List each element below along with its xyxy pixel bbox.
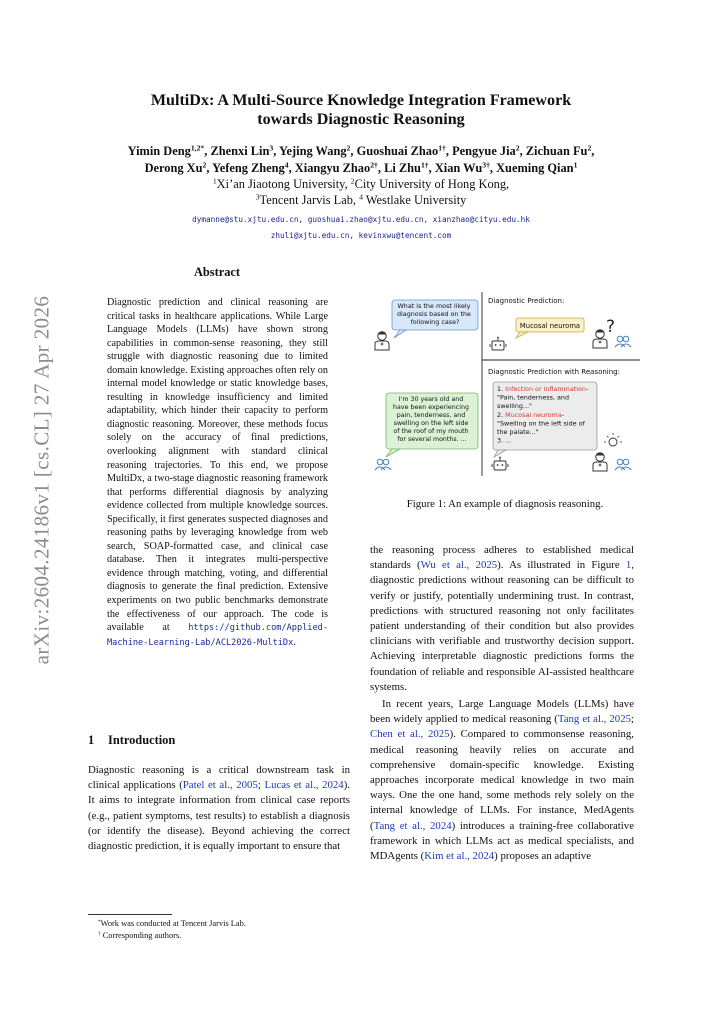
email-line-1[interactable]: dymanne@stu.xjtu.edu.cn, guoshuai.zhao@xjtu.edu.cn, xianzhao@cityu.edu.hk [192,215,530,224]
paper-title [90,91,632,129]
arxiv-id-text: arXiv:2604.24186v1 [cs.CL] 27 Apr 2026 [29,295,54,665]
answer-text: Mucosal neuroma [519,322,581,330]
author-affiliation-mark: 1† [438,143,446,153]
patient-case-bubble [386,393,478,457]
footnotes [88,918,350,942]
intro-paragraph-1: Diagnostic reasoning is a critical downstream task in clinical applications (Patel et al., 2005; Lucas et al., 2024). It aims to integrate information from clinical case reports (e.g., patient symptoms, test results) to establish a diagnosis (or identify the disease). Beyond achieving the correct diagnostic prediction, it is equally important to ensure that [88,764,350,853]
diagnosis-reasoning-diagram [370,290,640,480]
answer-bubble [516,318,584,338]
case-line: for several months. ... [397,436,467,443]
citation-link[interactable]: Kim et al., 2024 [424,850,495,863]
doctor-icon [593,453,607,471]
patient-group-icon [615,336,631,347]
reasoning-line: 2. Mucosal neuroma- [497,410,565,419]
case-line: I'm 30 years old and [398,396,464,403]
question-line: diagnosis based on the [396,310,471,318]
candidate-diagnosis: Mucosal neuroma [505,410,562,419]
footnote-text-2: Corresponding authors. [100,931,182,940]
author-name: Zichuan Fu [525,144,588,158]
affiliation-name: Xi’an Jiaotong University, [216,177,351,191]
author-affiliation-mark: 1,2* [190,143,205,153]
abstract-body [107,296,328,650]
author-name: Guoshuai Zhao [356,144,439,158]
abstract-end: . [293,636,296,648]
doctor-icon [593,330,607,348]
affiliation-index: 1 [212,176,217,186]
case-line: pain, tenderness, and [396,412,466,419]
email-line-2[interactable]: zhuli@xjtu.edu.cn, kevinxwu@tencent.com [270,231,452,240]
author-name: Xian Wu [434,160,483,175]
confusion-question-mark: ? [606,317,616,337]
author-affiliation-mark: 2 [587,143,592,153]
author-affiliation-mark: 4 [284,160,289,170]
question-line: What is the most likely [397,302,471,310]
case-line: have been experiencing [393,404,469,411]
affiliation-line-2 [90,192,632,208]
citation-link[interactable]: 1 [625,559,632,572]
affiliation-index: 2 [350,176,355,186]
section-title: Introduction [108,733,176,747]
author-affiliation-mark: 2† [370,160,378,170]
reasoning-line: swelling..." [497,402,532,411]
title-line-2: towards Diagnostic Reasoning [257,111,465,128]
figure-1-caption: Figure 1: An example of diagnosis reasoning. [406,498,604,510]
citation-link[interactable]: Lucas et al., 2024 [264,779,344,792]
affiliation-line-1 [90,176,632,192]
citation-link[interactable]: Tang et al., 2025 [557,713,631,726]
reasoning-bubble [493,382,597,457]
affiliation-index: 4 [359,192,363,202]
svg-text:I'm 30 years old and h [393,396,471,443]
author-name: Pengyue Jia [452,144,516,158]
arxiv-identifier-stamp [22,290,62,670]
intro-left-column [88,763,350,854]
affiliation-name: Westlake University [362,193,467,208]
reasoning-line: "Swelling on the left side of [497,419,585,428]
footnote-corresponding [88,930,350,942]
author-affiliation-mark: 1 [573,160,578,170]
author-name: Yefeng Zheng [212,160,285,175]
case-line: swelling on the left side [393,420,469,427]
figure-1 [370,290,640,480]
affiliation-index: 3 [255,192,260,202]
citation-link[interactable]: Tang et al., 2024 [373,819,452,832]
footnote-mark-dagger: † [98,930,101,937]
reasoning-line: the palate..." [497,428,539,436]
author-emails [90,212,632,244]
patient-group-icon [615,459,631,470]
author-affiliation-mark: 1† [420,160,429,170]
case-line: of the roof of my mouth [393,428,469,435]
question-bubble [392,300,478,338]
question-line: following case? [410,318,460,326]
section-number: 1 [88,733,95,747]
author-affiliation-mark: 3† [482,160,490,170]
intro-paragraph-3: In recent years, Large Language Models (LLMs) have been widely applied to medical reasoning (Tang et al., 2025; Chen et al., 2025). Compared to commonsense reasoning, medical reasoning heavily relies on accurate and comprehensive domain-specific knowledge. Existing approaches incorporate medical knowledge in two main ways. One the one hand, some methods rely solely on the internal knowledge of LLMs. For instance, MedAgents (Tang et al., 2024) introduces a training-free collaborative framework in which LLMs act as medical specialists, and MDAgents (Kim et al., 2024) proposes an adaptive [370,698,634,863]
robot-icon [490,337,506,350]
author-affiliation-mark: 2 [346,143,351,153]
author-name: Zhenxi Lin [210,144,270,158]
affiliation-name: City University of Hong Kong, [354,177,510,191]
author-line-1: Yimin Deng$^{1,2*}$, Zhenxi Lin$^3$, Yejing Wang$^2$, Guoshuai Zhao$^{1\dagger}$, Pengyue Jia$^2$, Zichuan Fu$^2$, [127,143,595,158]
author-affiliation-mark: 3 [269,143,274,153]
citation-link[interactable]: Patel et al., 2005 [182,779,258,792]
section-heading-introduction [88,733,175,748]
affiliation-list [90,176,632,209]
author-affiliation-mark: 2 [515,143,520,153]
robot-icon [492,457,508,470]
intro-right-column [370,543,634,864]
footnote-mark-star: * [98,918,101,925]
author-name: Yimin Deng [127,144,191,158]
patient-group-icon [375,459,391,470]
doctor-icon [375,332,389,350]
code-repository-link[interactable]: https://github.com/Applied-Machine-Learning-Lab/ACL2026-MultiDx [107,623,328,648]
abstract-heading: Abstract [193,265,241,279]
intro-paragraph-2: the reasoning process adheres to established medical standards (Wu et al., 2025). As illustrated in Figure 1, diagnostic predictions without reasoning can be difficult to verify or justify, potentially undermining trust. In contrast, predictions with structured reasoning not only facilitates patient understanding of their condition but also provides clinicians with verifiable and trustworthy decision support. Achieving interpretable diagnostic predictions forms the foundation of reliable and responsible AI-assisted healthcare systems. [370,544,634,693]
prediction-label: Diagnostic Prediction: [488,297,565,305]
author-name: Li Zhu [384,160,421,175]
candidate-diagnosis: Infection or inflammation [505,385,586,393]
footnote-work-location [88,918,350,930]
reasoning-line: 1. Infection or inflammation- [497,385,589,393]
reasoning-line: 3. ... [497,436,512,445]
title-line-1: MultiDx: A Multi-Source Knowledge Integration Framework [150,92,572,109]
footnote-rule [88,914,172,915]
citation-link[interactable]: Chen et al., 2025 [370,728,450,741]
citation-link[interactable]: Wu et al., 2025 [420,559,498,572]
author-name: Xiangyu Zhao [294,160,371,175]
footnote-text-1: Work was conducted at Tencent Jarvis Lab. [100,919,246,928]
author-line-2: Derong Xu$^2$, Yefeng Zheng$^4$, Xiangyu Zhao$^{2\dagger}$, Li Zhu$^{1\dagger}$, Xian $Wu^{3\dagger}$, Xueming Qian$^1$ [144,160,578,175]
lightbulb-icon [604,433,622,446]
affiliation-name: Tencent Jarvis Lab, [259,193,360,208]
author-list [80,143,642,176]
abstract-text: Diagnostic prediction and clinical reasoning are critical tasks in healthcare applications. While Large Language Models (LLMs) have shown strong capabilities in common-sense reasoning, they still struggle with diagnostic reasoning due to limited domain knowledge. Existing approaches often rely on internal model knowledge or static knowledge bases, resulting in knowledge insufficiency and limited adaptability, which hinder their capacity to perform diagnostic reasoning. Moreover, these methods focus solely on the accuracy of final predictions, overlooking alignment with standard clinical reasoning trajectories. To this end, we propose MultiDx, a two-stage diagnostic reasoning framework that performs differential diagnosis by analyzing evidence collected from multiple knowledge sources. Specifically, it first generates suspected diagnoses and reasoning paths by leveraging knowledge from web search, SOAP-formatted case, and clinical case database. Then it integrates multi-perspective evidence through matching, voting, and differential diagnosis to generate the final prediction. Extensive experiments on two public benchmarks demonstrate the effectiveness of our approach. The code is available at [107,297,328,634]
reasoning-line: "Pain, tenderness, and [497,393,570,402]
reasoning-label: Diagnostic Prediction with Reasoning: [488,368,620,376]
author-name: Derong Xu [144,160,203,175]
author-name: Yejing Wang [278,144,347,158]
author-affiliation-mark: 2 [202,160,207,170]
author-name: Xueming Qian [496,160,574,175]
